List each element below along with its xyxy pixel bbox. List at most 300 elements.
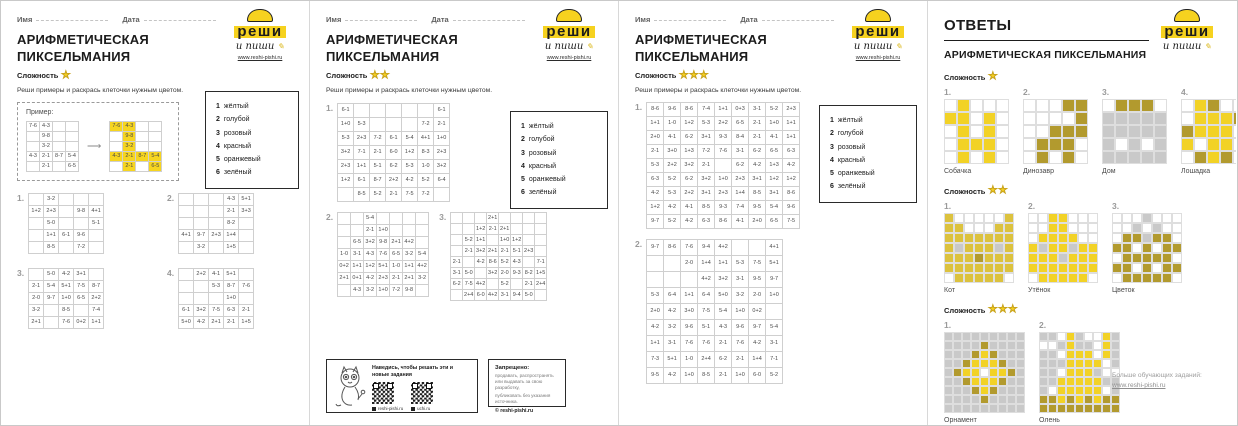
grid-cell: 1+0 [499,235,511,246]
grid-cell: 3-2 [732,288,749,304]
grid-cell: 9-5 [749,272,766,288]
pixel-cell [1078,273,1088,283]
pixel-cell [1084,386,1093,395]
pixel-cell [1111,332,1120,341]
pixel-cell [962,332,971,341]
pixel-cell [1194,138,1207,151]
grid-cell: 5-3 [402,160,418,174]
grid-cell: 7-4 [698,103,715,117]
grid-cell: 1+1 [647,336,664,352]
grid-cell [403,213,416,225]
answer-caption: Орнамент [944,417,977,424]
pixel-cell [970,125,983,138]
pixel-cell [1194,151,1207,164]
grid-cell: 2-1 [749,117,766,131]
grid-cell: 4-2 [475,257,487,268]
grid-cell: 2-1 [463,246,475,257]
pixel-cell [1028,243,1038,253]
grid-cell: 4-2 [664,304,681,320]
grid-cell: 3-1 [664,336,681,352]
grid-cell: 4-3 [351,285,364,297]
grid-cell: 5+1 [59,281,74,293]
pixel-cell [1115,112,1128,125]
color-legend [510,111,608,209]
pixel-cell [1038,263,1048,273]
grid-cell: 5-3 [732,256,749,272]
qr-promo-text: Наведись, чтобы решать эти и новые задания [372,365,454,379]
logo-word-reshi: реши [852,24,903,40]
grid-cell [451,213,463,224]
grid-cell: 4-3 [110,152,123,162]
date-blank-line [453,20,525,21]
pixel-cell [1049,151,1062,164]
grid-cell: 8-6 [715,215,732,229]
pixel-cell [1172,263,1182,273]
grid-cell: 5-2 [766,103,783,117]
pixel-cell [971,377,980,386]
grid-cell: 5-2 [499,257,511,268]
pixel-cell [983,125,996,138]
pixel-cell [998,332,1007,341]
pixel-cell [953,341,962,350]
grid-cell: 1+0 [681,368,698,384]
pixel-cell [1172,213,1182,223]
answer-caption: Утёнок [1028,287,1051,294]
pixel-cell [1048,233,1058,243]
puzzle-number: 2. [326,211,334,222]
pixel-cell [1162,213,1172,223]
grid-cell: 3+2 [681,159,698,173]
pixel-cell [1132,243,1142,253]
puzzle-grid [28,193,104,254]
grid-cell: 9-8 [74,206,89,218]
pixel-cell [1004,273,1014,283]
grid-cell: 2+2 [715,117,732,131]
grid-cell: 3+0 [681,304,698,320]
legal-line: продавать, распространять или выдавать за свою разработку, [495,373,554,390]
grid-cell [499,213,511,224]
grid-cell: 1+2 [783,173,800,187]
pixel-cell [1048,341,1057,350]
grid-cell: 1+1 [647,117,664,131]
pixel-cell [1132,273,1142,283]
pixel-cell [984,273,994,283]
pixel-cell [989,359,998,368]
example-grid-solved [109,121,162,172]
grid-cell: 1+1 [44,230,59,242]
grid-cell [511,213,523,224]
pixel-cell [1172,243,1182,253]
pixel-cell [1152,233,1162,243]
grid-cell [475,268,487,279]
grid-cell [535,213,547,224]
logo-url-link[interactable]: www.reshi-pishi.ru [855,55,901,61]
pixel-cell [1075,350,1084,359]
grid-cell [535,235,547,246]
grid-cell: 8-2 [224,218,239,230]
pixel-cell [1062,112,1075,125]
pixel-cell [1036,138,1049,151]
pixel-cell [1062,138,1075,151]
grid-cell [179,269,194,281]
pixel-cell [1181,112,1194,125]
pixel-cell [1075,125,1088,138]
grid-cell [487,279,499,290]
pixel-cell [1039,332,1048,341]
pixel-cell [1007,368,1016,377]
pixel-cell [1068,213,1078,223]
grid-cell: 2-1 [123,152,136,162]
grid-cell: 6-2 [386,160,402,174]
pixel-cell [1102,341,1111,350]
grid-cell: 7-6 [239,281,254,293]
pixel-cell [989,386,998,395]
answer-caption: Кот [944,287,956,294]
pixel-cell [944,332,953,341]
grid-cell [434,188,450,202]
grid-cell: 1+2 [511,235,523,246]
pixel-cell [1048,332,1057,341]
grid-cell: 4+2 [487,290,499,301]
pixel-cell [953,404,962,413]
pixel-cell [1078,213,1088,223]
pixel-cell [1088,213,1098,223]
pixel-cell [989,341,998,350]
pixel-cell [1066,386,1075,395]
difficulty-row: Сложность ★★★ [944,304,1019,315]
grid-cell [715,159,732,173]
pixel-cell [964,213,974,223]
grid-cell: 4-2 [664,368,681,384]
pixel-cell [1088,233,1098,243]
grid-cell: 8-7 [370,174,386,188]
pixel-cell [970,112,983,125]
pixel-cell [954,243,964,253]
pixel-cell [998,386,1007,395]
logo-arc-icon [1174,9,1200,22]
pixel-cell [1016,395,1025,404]
pixel-cell [1194,125,1207,138]
grid-cell: 7-5 [74,281,89,293]
pixel-cell [1057,377,1066,386]
grid-cell: 7-2 [390,285,403,297]
grid-cell: 5-3 [698,117,715,131]
reshi-pishi-logo [532,9,606,61]
logo-url-link[interactable]: www.reshi-pishi.ru [546,55,592,61]
grid-cell: 1+1 [351,261,364,273]
grid-cell: 6-1 [179,305,194,317]
grid-cell: 2-1 [390,273,403,285]
pixel-cell [1115,125,1128,138]
pixel-cell [1023,138,1036,151]
grid-cell: 8-5 [749,187,766,201]
pixel-art [1181,99,1236,164]
pixel-cell [998,404,1007,413]
grid-cell: 3+0 [664,145,681,159]
grid-cell [463,257,475,268]
grid-cell [463,224,475,235]
pixel-cell [1112,233,1122,243]
grid-cell [44,305,59,317]
pixel-cell [1057,341,1066,350]
grid-cell [681,272,698,288]
grid-cell: 2+1 [487,213,499,224]
grid-cell: 1+0 [766,288,783,304]
pixel-cell [1028,273,1038,283]
grid-cell: 3+2 [194,305,209,317]
reshi-pishi-logo [223,9,297,61]
pixel-cell [989,395,998,404]
grid-cell: 2-1 [715,368,732,384]
pixel-cell [1142,243,1152,253]
grid-cell: 6-0 [475,290,487,301]
grid-cell: 5-4 [66,152,79,162]
grid-cell: 2+1 [487,246,499,257]
grid-cell [416,213,429,225]
pixel-cell [1058,213,1068,223]
grid-cell: 5+0 [179,317,194,329]
grid-cell [136,142,149,152]
grid-cell [89,269,104,281]
grid-cell: 1+1 [783,117,800,131]
grid-cell: 3-2 [123,142,136,152]
grid-cell: 9-4 [511,290,523,301]
pixel-cell [964,233,974,243]
grid-cell [487,235,499,246]
pixel-cell [1233,138,1236,151]
name-label: Имя [635,15,726,24]
grid-cell: 2-1 [364,225,377,237]
cat-mascot-illustration [333,365,367,409]
pixel-cell [1068,233,1078,243]
pixel-art [1023,99,1088,164]
pixel-cell [954,263,964,273]
grid-cell: 1+2 [766,173,783,187]
site-link[interactable]: www.reshi-pishi.ru [1112,382,1166,390]
pixel-cell [1004,243,1014,253]
grid-cell [179,194,194,206]
grid-cell: 8-7 [136,152,149,162]
grid-cell [44,317,59,329]
grid-cell: 6-4 [434,174,450,188]
grid-cell [239,230,254,242]
grid-cell [209,206,224,218]
pixel-cell [1207,99,1220,112]
grid-cell: 2+1 [209,317,224,329]
legal-notice-box [488,359,566,414]
grid-cell: 3-1 [351,249,364,261]
pixel-cell [980,341,989,350]
grid-cell: 1+2 [29,206,44,218]
pixel-cell [971,386,980,395]
pixel-cell [954,213,964,223]
pixel-cell [953,386,962,395]
pixel-cell [1102,395,1111,404]
pixel-cell [1122,273,1132,283]
grid-cell: 6-1 [386,132,402,146]
grid-cell [338,285,351,297]
puzzle-grid [178,193,254,254]
legend-item: 6 зелёный [521,189,557,197]
pixel-cell [1142,273,1152,283]
grid-cell: 1+5 [239,317,254,329]
grid-cell: 2+1 [390,237,403,249]
pixel-cell [994,253,1004,263]
pixel-cell [1084,332,1093,341]
grid-cell: 9-7 [766,272,783,288]
pixel-cell [944,233,954,243]
answer-item: 2. Олень [1039,320,1120,424]
pixel-cell [1048,253,1058,263]
grid-cell: 9-7 [647,240,664,256]
grid-cell: 5+1 [377,261,390,273]
pixel-cell [1122,213,1132,223]
legal-copyright: © reshi-pishi.ru [495,407,534,414]
grid-cell: 4-3 [40,122,53,132]
grid-cell: 2+3 [523,246,535,257]
grid-cell [451,290,463,301]
page-worksheet-difficulty-3 [619,1,928,425]
pixel-cell [1102,125,1115,138]
grid-cell [402,118,418,132]
grid-cell [53,142,66,152]
grid-cell [179,242,194,254]
pixel-cell [1007,377,1016,386]
pixel-cell [1084,368,1093,377]
pixel-cell [1093,368,1102,377]
answers-subtitle: АРИФМЕТИЧЕСКАЯ ПИКСЕЛЬМАНИЯ [944,49,1147,61]
grid-cell: 6-2 [681,173,698,187]
page-worksheet-difficulty-2 [310,1,619,425]
grid-cell: 1+0 [715,173,732,187]
pixel-cell [1111,350,1120,359]
puzzle-number: 2. [635,238,643,249]
answer-item: 3. Цветок [1112,201,1182,294]
pixel-cell [1102,151,1115,164]
grid-cell [370,118,386,132]
pixel-cell [970,151,983,164]
grid-cell: 6-5 [351,237,364,249]
puzzle-number: 4. [167,267,175,278]
pixel-cell [1039,395,1048,404]
pixel-cell [1007,350,1016,359]
pixel-cell [998,359,1007,368]
pixel-cell [1142,213,1152,223]
grid-cell [149,132,162,142]
grid-cell: 5-1 [370,160,386,174]
legend-item: 1 жёлтый [216,103,249,110]
grid-cell: 7-6 [681,240,698,256]
pixel-cell [974,243,984,253]
pixel-cell [996,151,1009,164]
pixel-cell [1207,112,1220,125]
grid-cell: 5-3 [354,118,370,132]
pixel-cell [1023,99,1036,112]
pixel-cell [980,350,989,359]
page-title: АРИФМЕТИЧЕСКАЯ ПИКСЕЛЬМАНИЯ [326,32,458,64]
grid-cell: 6-5 [149,162,162,172]
pencil-icon: ✎ [895,42,903,51]
logo-url-link[interactable]: www.reshi-pishi.ru [237,55,283,61]
pixel-cell [984,223,994,233]
grid-cell: 1+0 [377,225,390,237]
grid-cell [194,218,209,230]
grid-cell [647,272,664,288]
pixel-cell [1102,332,1111,341]
grid-cell: 3+1 [74,269,89,281]
pixel-cell [1048,273,1058,283]
answer-caption: Лошадка [1181,168,1211,175]
legend-item: 3 розовый [216,129,252,137]
grid-cell: 4+1 [89,206,104,218]
pixel-cell [1132,263,1142,273]
grid-cell: 1+1 [354,160,370,174]
pixel-cell [1058,273,1068,283]
pixel-cell [1058,223,1068,233]
pixel-cell [1066,368,1075,377]
grid-cell: 4-2 [647,320,664,336]
grid-cell: 6-5 [390,249,403,261]
grid-cell: 5-4 [44,281,59,293]
qr-promo-box [326,359,478,413]
pixel-cell [1172,233,1182,243]
pixel-cell [1048,404,1057,413]
grid-cell: 3+2 [487,268,499,279]
grid-cell: 7-6 [732,336,749,352]
pixel-cell [1075,99,1088,112]
pixel-cell [944,112,957,125]
grid-cell: 7-2 [698,145,715,159]
grid-cell: 2-1 [370,146,386,160]
puzzle-grid [450,212,547,301]
pixel-cell [1152,253,1162,263]
grid-cell [402,104,418,118]
pixel-cell [944,125,957,138]
example-grid-plain [26,121,79,172]
puzzle-3 [439,212,547,301]
pixel-cell [1132,213,1142,223]
pixel-art [1102,99,1167,164]
pixel-cell [1084,350,1093,359]
grid-cell [66,142,79,152]
pixel-cell [998,377,1007,386]
grid-cell: 2-1 [224,206,239,218]
grid-cell [377,213,390,225]
grid-cell: 3-2 [194,242,209,254]
grid-cell: 0+2 [338,261,351,273]
grid-cell: 2-0 [29,293,44,305]
pixel-cell [1068,263,1078,273]
legal-line: публиковать без указания источника. [495,392,551,404]
grid-cell: 1+0 [766,117,783,131]
pixel-cell [1048,395,1057,404]
pixel-cell [1036,99,1049,112]
answer-item: 2. Утёнок [1028,201,1098,294]
puzzle-number: 3. [439,211,447,222]
pixel-cell [957,99,970,112]
puzzle-grid [28,268,104,329]
pencil-icon: ✎ [277,42,285,51]
grid-cell: 2+2 [664,159,681,173]
puzzle-1 [17,193,167,254]
pixel-cell [1066,395,1075,404]
pixel-cell [980,404,989,413]
pixel-cell [1181,151,1194,164]
grid-cell: 5+1 [664,352,681,368]
grid-cell: 7-6 [27,122,40,132]
pixel-cell [974,233,984,243]
grid-cell: 4-3 [364,249,377,261]
